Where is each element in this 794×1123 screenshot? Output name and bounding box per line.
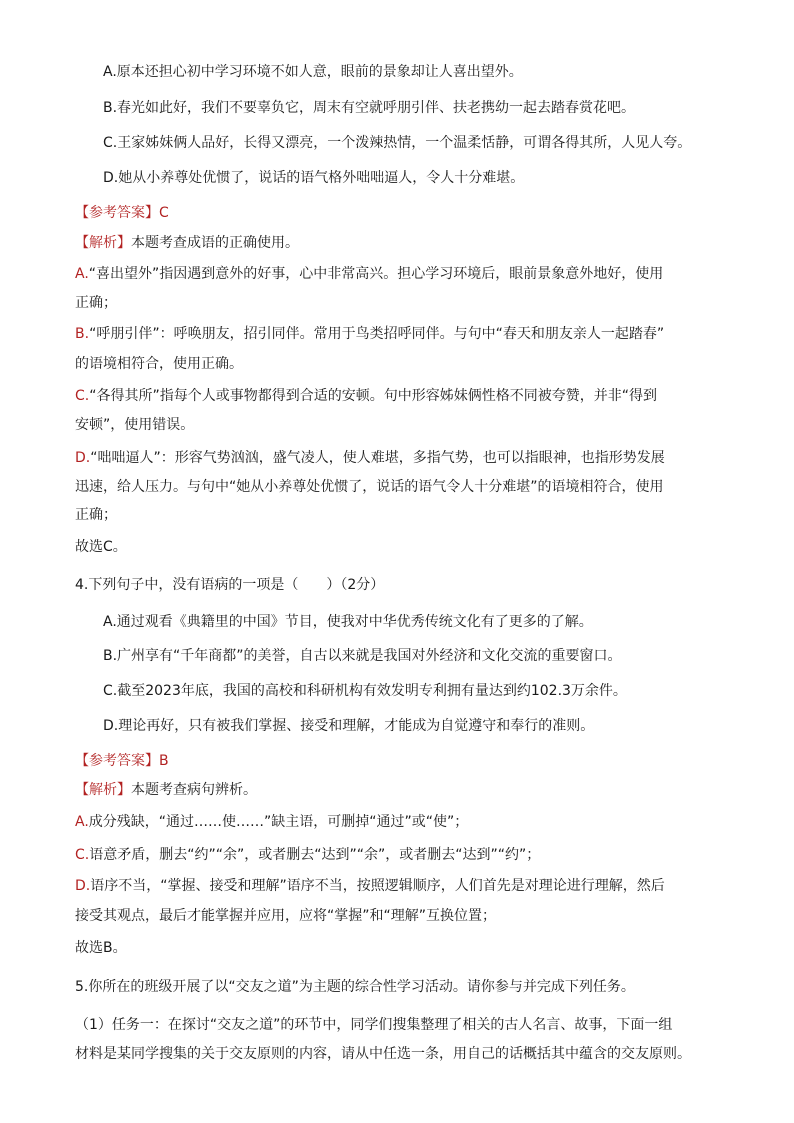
q3-option-b: B.春光如此好，我们不要辜负它，周末有空就呼朋引伴、扶老携幼一起去踏春赏花吧。 [103, 100, 636, 116]
q5-task1-line2: 材料是某同学搜集的关于交友原则的内容，请从中任选一条，用自己的话概括其中蕴含的交友原则。 [75, 1046, 691, 1062]
q4-analysis [75, 780, 257, 800]
answer-label: 【参考答案】 [75, 753, 159, 769]
q3-answer [75, 203, 169, 223]
analysis-text: 本题考查成语的正确使用。 [131, 235, 299, 251]
answer-value: B [159, 753, 169, 769]
q3-explain-d-2: 迅速，给人压力。与句中“她从小养尊处优惯了，说话的语气令人十分难堪”的语境相符合，使用 [75, 479, 664, 495]
q4-option-c: C.截至2023年底，我国的高校和科研机构有效发明专利拥有量达到约102.3万余件。 [103, 683, 627, 699]
q3-explain-c-1: C.“各得其所”指每个人或事物都得到合适的安顿。句中形容姊妹俩性格不同被夸赞，并非“得到 [75, 388, 657, 404]
q3-explain-c-2: 安顿”，使用错误。 [75, 417, 195, 433]
analysis-label: 【解析】 [75, 235, 131, 251]
q4-answer [75, 751, 169, 771]
q4-option-b: B.广州享有“千年商都”的美誉，自古以来就是我国对外经济和文化交流的重要窗口。 [103, 648, 622, 664]
q3-explain-b-1: B.“呼朋引伴”：呼唤朋友，招引同伴。常用于鸟类招呼同伴。与句中“春天和朋友亲人一起踏春” [75, 326, 665, 342]
q3-option-d: D.她从小养尊处优惯了，说话的语气格外咄咄逼人，令人十分难堪。 [103, 170, 525, 186]
analysis-label: 【解析】 [75, 782, 131, 798]
q3-explain-b-2: 的语境相符合，使用正确。 [75, 356, 243, 372]
q5-task1-line1: （1）任务一：在探讨“交友之道”的环节中，同学们搜集整理了相关的古人名言、故事，下面一组 [75, 1017, 673, 1033]
q4-explain-d-2: 接受其观点，最后才能掌握并应用，应将“掌握”和“理解”互换位置； [75, 908, 497, 924]
q3-explain-a-2: 正确； [75, 295, 117, 311]
answer-value: C [159, 205, 169, 221]
q3-option-a: A.原本还担心初中学习环境不如人意，眼前的景象却让人喜出望外。 [103, 64, 523, 80]
q4-option-a: A.通过观看《典籍里的中国》节目，使我对中华优秀传统文化有了更多的了解。 [103, 614, 593, 630]
q4-explain-c: C.语意矛盾，删去“约”“余”，或者删去“达到”“余”，或者删去“达到”“约”； [75, 847, 541, 863]
q3-conclusion: 故选C。 [75, 539, 127, 555]
analysis-text: 本题考查病句辨析。 [131, 782, 257, 798]
q3-explain-d-3: 正确； [75, 507, 117, 523]
q4-explain-d-1: D.语序不当，“掌握、接受和理解”语序不当，按照逻辑顺序，人们首先是对理论进行理解，然后 [75, 878, 665, 894]
q3-option-c: C.王家姊妹俩人品好，长得又漂亮，一个泼辣热情，一个温柔恬静，可谓各得其所，人见人夸。 [103, 135, 692, 151]
q4-conclusion: 故选B。 [75, 940, 127, 956]
q5-stem: 5.你所在的班级开展了以“交友之道”为主题的综合性学习活动。请你参与并完成下列任务。 [75, 979, 635, 995]
q3-explain-d-1: D.“咄咄逼人”：形容气势汹汹，盛气凌人，使人难堪，多指气势，也可以指眼神，也指形势发展 [75, 450, 665, 466]
q4-explain-a: A.成分残缺，“通过……使……”缺主语，可删掉“通过”或“使”； [75, 814, 469, 830]
q3-analysis [75, 233, 299, 253]
answer-label: 【参考答案】 [75, 205, 159, 221]
q3-explain-a-1: A.“喜出望外”指因遇到意外的好事，心中非常高兴。担心学习环境后，眼前景象意外地好，使用 [75, 266, 664, 282]
q4-option-d: D.理论再好，只有被我们掌握、接受和理解，才能成为自觉遵守和奉行的准则。 [103, 718, 595, 734]
q4-stem: 4.下列句子中，没有语病的一项是（ ）（2分） [75, 577, 385, 593]
